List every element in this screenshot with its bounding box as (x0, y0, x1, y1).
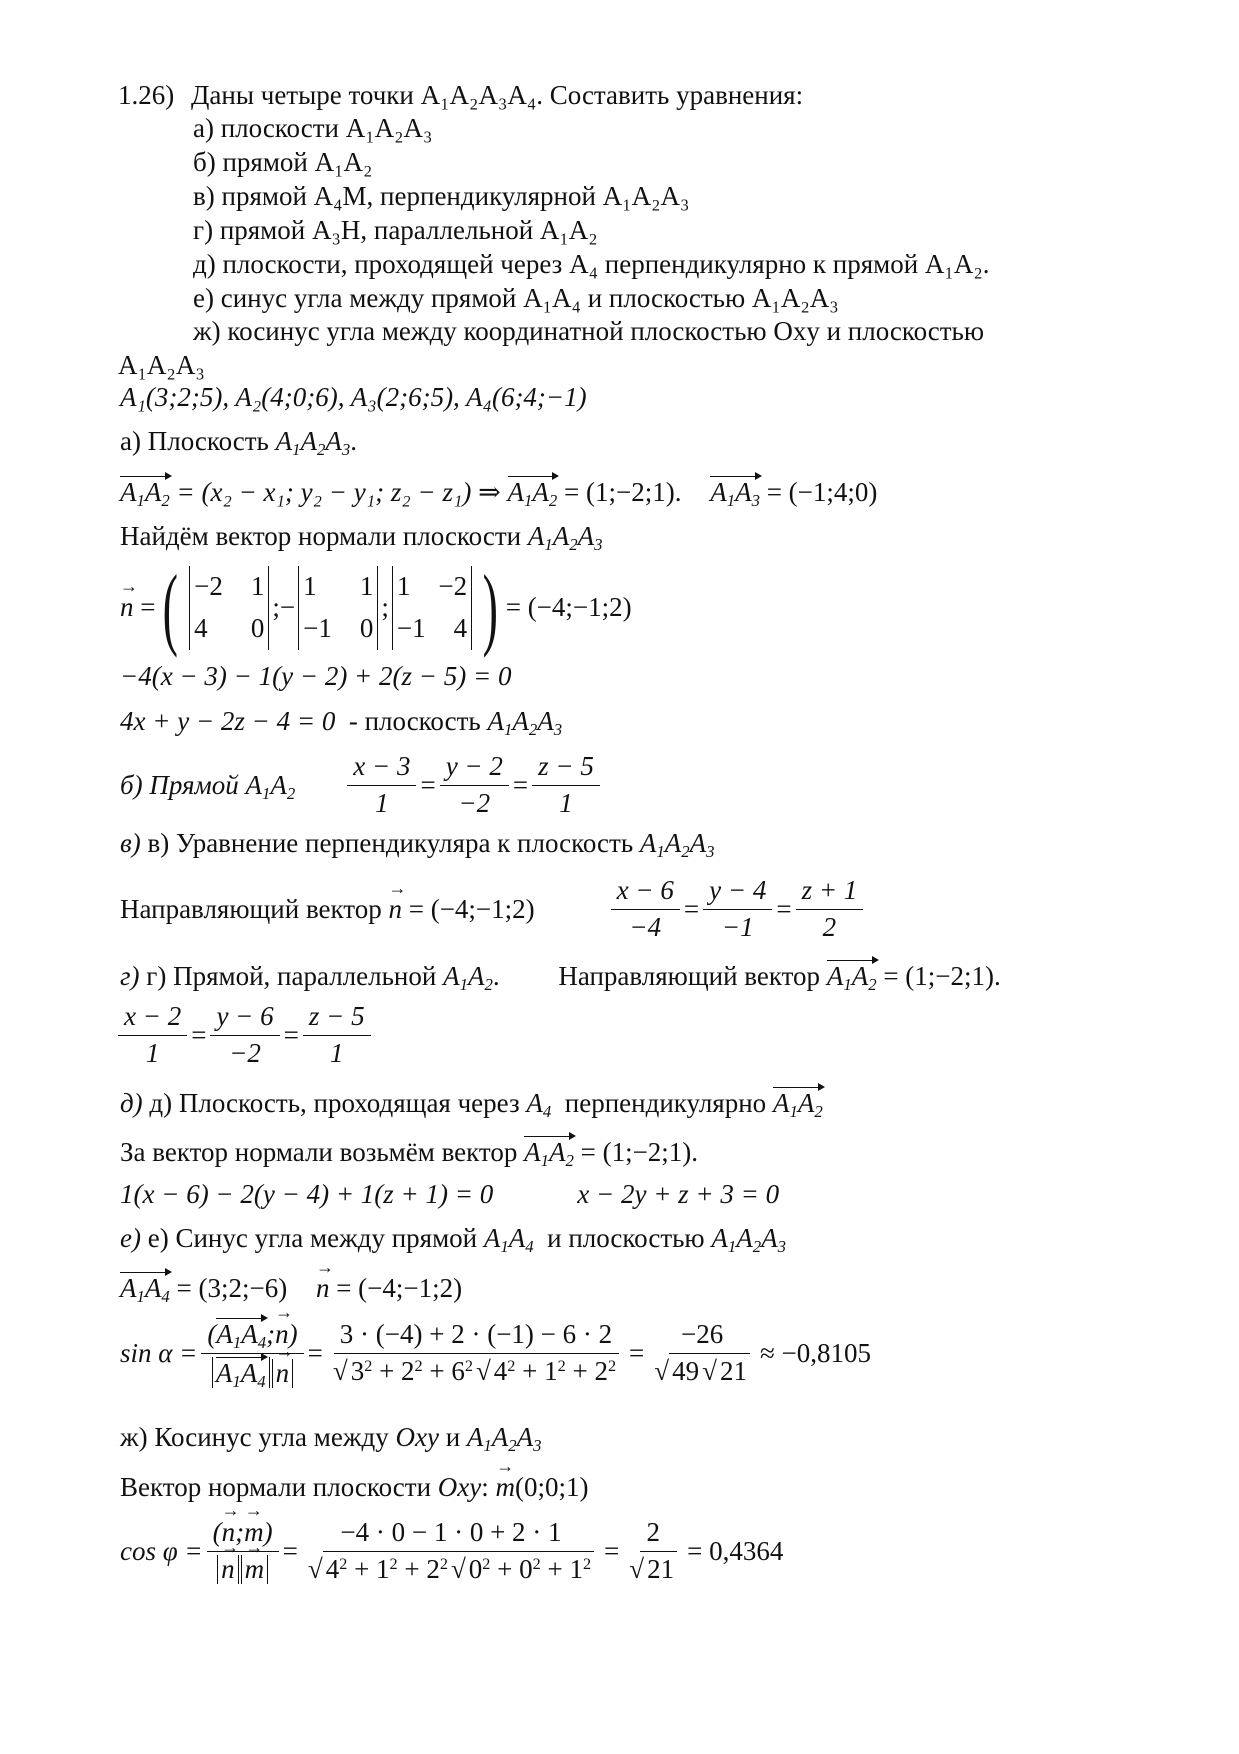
frac-g-3: $\frac{z - 5}{1}$ (303, 1002, 371, 1068)
task-g: г) прямой А₃Н, параллельной А₁А₂ (193, 215, 598, 245)
cos-formula: cos φ = (→ n;→ m) → n→ m = $\frac{-4 \cdot 0 - 1 \cdot 0 + 2 \cdot 1}{√ 4^2 + 1^2 + 2^2 √ 0^2 + 0^2 + 1^2}$ = $\frac{2}{√ 21}$ = 0,4364 (120, 1518, 783, 1584)
det-2: 1 1 −1 0 (298, 566, 378, 650)
part-e-heading: е) е) Синус угла между прямой $A_1A_4$ и плоскостью $A_1A_2A_3$ (120, 1223, 786, 1257)
part-d-equations: 1(x − 6) − 2(y − 4) + 1(z + 1) = 0 x − 2y + z + 3 = 0 (120, 1179, 780, 1209)
sin-frac-2: $\frac{3 \cdot (-4) + 2 \cdot (-1) - 6 \cdot 2}{√ 3^2 + 2^2 + 6^2 √ 4^2 + 1^2 + 2^2}$ (327, 1320, 625, 1386)
task-zh: ж) косинус угла между координатной плоскостью Oxy и плоскостью (193, 316, 985, 346)
part-g-line: $\frac{x - 2}{1}$ = $\frac{y - 6}{-2}$ = $\frac{z - 5}{1}$ (118, 1002, 375, 1068)
frac-b-1: $\frac{x - 3}{1}$ (347, 752, 416, 818)
sin-frac-1: $\frac{(A_1A_4;\to n)}{A_1A_4\to n}$ (201, 1318, 303, 1388)
problem-number: 1.26) (118, 80, 175, 110)
part-b-line: б) Прямой $A_1A_2$ $\frac{x - 3}{1}$ = $\frac{y - 2}{-2}$ = $\frac{z - 5}{1}$ (120, 752, 604, 818)
cos-frac-2: $\frac{-4 \cdot 0 - 1 \cdot 0 + 2 \cdot 1}{√ 4^2 + 1^2 + 2^2 √ 0^2 + 0^2 + 1^2}$ (302, 1518, 600, 1584)
plane-eq-1: −4(x − 3) − 1(y − 2) + 2(z − 5) = 0 (120, 661, 512, 691)
det-1: −2 1 4 0 (189, 566, 269, 650)
part-g-heading: г) г) Прямой, параллельной $A_1A_2$. Направляющий вектор $A_1A_2$ = (1;−2;1). (120, 961, 1001, 995)
sin-frac-3: $\frac{-26}{√ 49 √ 21}$ (648, 1320, 756, 1386)
frac-g-1: $\frac{x - 2}{1}$ (118, 1002, 187, 1068)
task-e: е) синус угла между прямой А₁А₄ и плоскостью А₁А₂А₃ (193, 283, 839, 313)
cos-frac-3: $\frac{2}{√ 21}$ (623, 1518, 683, 1584)
frac-v-2: $\frac{y - 4}{-1}$ (703, 876, 772, 942)
plane-eq-2: 4x + y − 2z − 4 = 0 - плоскость $A_1A_2A_3$ (120, 706, 563, 740)
points-given: A₁(3;2;5), A₂(4;0;6), A₃(2;6;5), A₄(6;4;−1) (120, 382, 587, 412)
part-d-heading: д) д) Плоскость, проходящая через $A_4$ перпендикулярно $A_1A_2$ (120, 1088, 823, 1122)
part-v-heading: в) в) Уравнение перпендикуляра к плоскость $A_1A_2A_3$ (120, 828, 715, 862)
frac-v-1: $\frac{x - 6}{-4}$ (611, 876, 680, 942)
cos-frac-1: (→ n;→ m) → n→ m (207, 1518, 279, 1584)
frac-g-2: $\frac{y - 6}{-2}$ (210, 1002, 279, 1068)
task-d: д) плоскости, проходящей через А₄ перпендикулярно к прямой А₁А₂. (193, 249, 990, 279)
normal-intro: Найдём вектор нормали плоскости $A_1A_2A_3$ (120, 521, 603, 555)
task-b: б) прямой А₁А₂ (193, 147, 373, 177)
part-v-line: Направляющий вектор → n = (−4;−1;2) $\frac{x - 6}{-4}$ = $\frac{y - 4}{-1}$ = $\frac{z + 1}{2}$ (120, 876, 867, 942)
det-3: 1 −2 −1 4 (392, 566, 472, 650)
vector-a1a2-formula: $A_1A_2 = (x_2 - x_1$; y₂ − y₁; z₂ − z₁) ⇒ $A_1A_2$ = (1;−2;1). $A_1A_3$ = (−1;4;0) (120, 477, 878, 511)
part-d-normal: За вектор нормали возьмём вектор $A_1A_2$ = (1;−2;1). (120, 1137, 699, 1171)
problem-statement (118, 82, 803, 109)
part-e-vectors: $A_1A_4$ = (3;2;−6) → n = (−4;−1;2) (120, 1272, 462, 1302)
frac-b-2: $\frac{y - 2}{-2}$ (440, 752, 509, 818)
part-a-heading: а) Плоскость $A_1A_2A_3$. (120, 426, 357, 460)
part-zh-normal: Вектор нормали плоскости Oxy: → m(0;0;1) (120, 1474, 589, 1501)
frac-v-3: $\frac{z + 1}{2}$ (796, 876, 864, 942)
part-zh-heading: ж) Косинус угла между Oxy и $A_1A_2A_3$ (120, 1422, 542, 1456)
problem-intro: Даны четыре точки А₁А₂А₃А₄. Составить уравнения: (191, 80, 804, 110)
task-zh-wrap: А₁А₂А₃ (118, 350, 205, 380)
task-a: а) плоскости А₁А₂А₃ (193, 113, 433, 143)
task-v: в) прямой А₄М, перпендикулярной А₁А₂А₃ (193, 181, 690, 211)
frac-b-3: $\frac{z - 5}{1}$ (532, 752, 600, 818)
normal-determinant: → n = ( −2 1 4 0 ;− 1 1 −1 0 ; 1 −2 −1 4 ) = (−4;−1;2) (120, 566, 632, 650)
sin-formula: sin α = $\frac{(A_1A_4;\to n)}{A_1A_4\to n}$ = $\frac{3 \cdot (-4) + 2 \cdot (-1) - 6 \cdot 2}{√ 3^2 + 2^2 + 6^2 √ 4^2 + 1^2 + 2^2}$ = $\frac{-26}{√ 49 √ 21}$ ≈ −0,8105 (120, 1318, 871, 1388)
